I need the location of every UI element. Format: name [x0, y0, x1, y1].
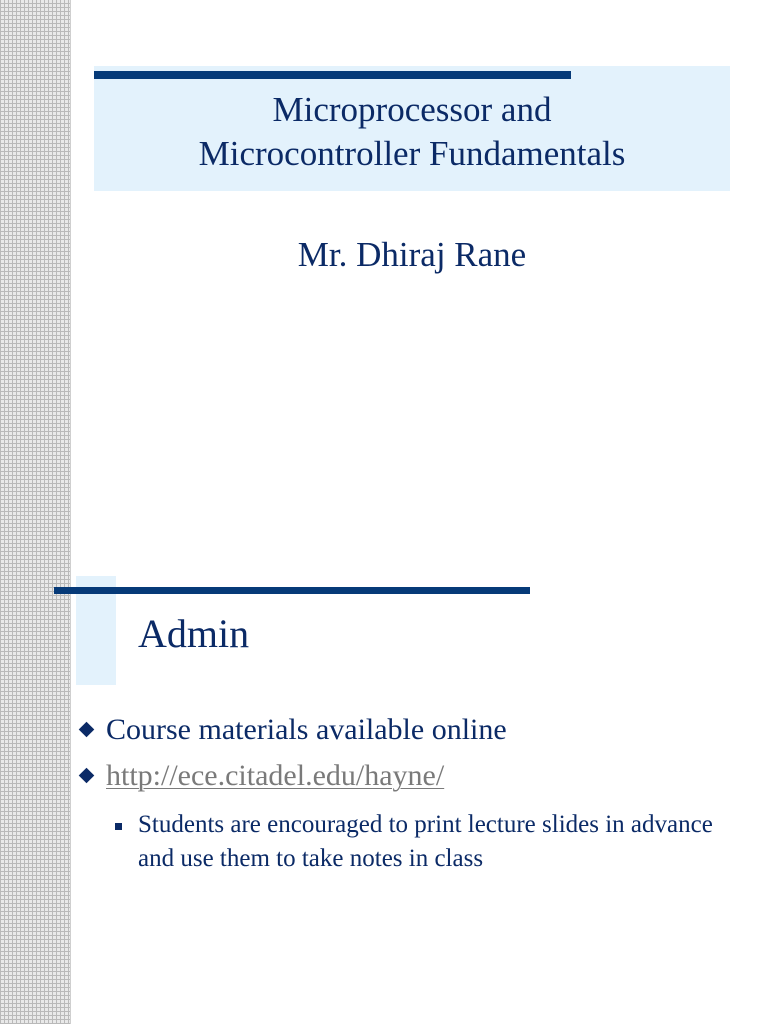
grid-pattern-strip — [0, 0, 71, 1024]
sub-bullet-text: Students are encouraged to print lecture slides in advance and use them to take notes in class — [138, 811, 713, 872]
square-bullet-icon — [115, 823, 122, 830]
list-item — [78, 754, 738, 798]
list-item — [78, 708, 738, 752]
sub-bullet-list — [112, 808, 732, 876]
slide-author: Mr. Dhiraj Rane — [297, 235, 527, 274]
heading-rule — [54, 587, 530, 594]
course-url-link[interactable]: http://ece.citadel.edu/hayne/ — [106, 759, 445, 792]
section-heading: Admin — [138, 611, 250, 656]
slide-title — [94, 88, 730, 176]
bullet-text: Course materials available online — [106, 713, 507, 746]
slide-title-line-1: Microprocessor and — [272, 90, 552, 129]
sub-list-item — [112, 808, 732, 876]
bullet-list — [78, 708, 738, 800]
title-rule — [94, 71, 571, 79]
slide-title-line-2: Microcontroller Fundamentals — [198, 134, 626, 173]
diamond-bullet-icon — [79, 768, 95, 784]
diamond-bullet-icon — [79, 722, 95, 738]
